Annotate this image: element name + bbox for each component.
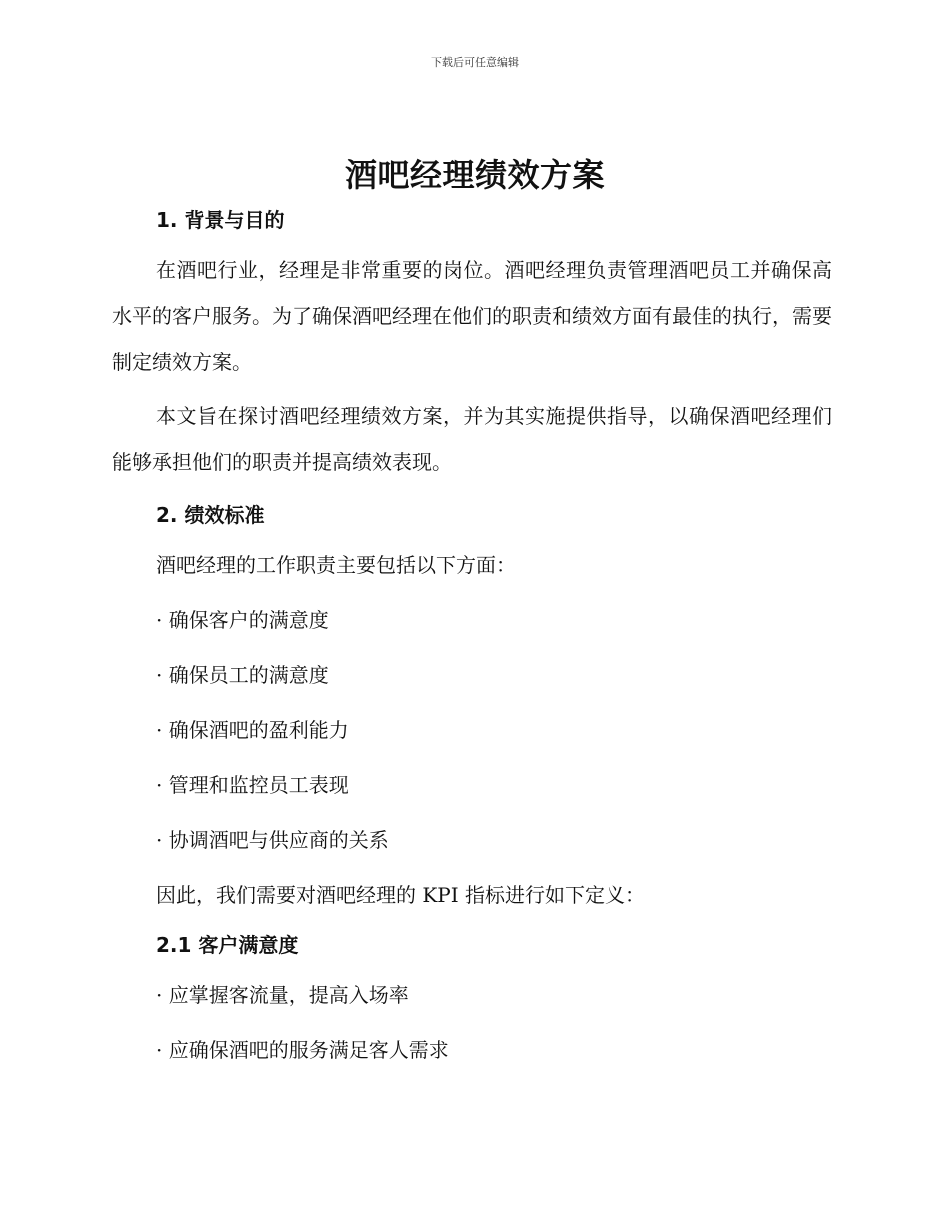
section-heading-customer-satisfaction: 2.1 客户满意度 [156,933,299,957]
page-header-note: 下载后可任意编辑 [431,56,519,69]
duty-item: · 确保酒吧的盈利能力 [156,718,349,742]
duty-item: · 确保客户的满意度 [156,608,329,632]
section-heading-background: 1. 背景与目的 [156,208,285,232]
paragraph-purpose: 本文旨在探讨酒吧经理绩效方案，并为其实施提供指导，以确保酒吧经理们能够承担他们的职责并提高绩效表现。 [112,404,832,474]
duties-intro: 酒吧经理的工作职责主要包括以下方面： [156,553,516,577]
duty-item: · 协调酒吧与供应商的关系 [156,828,389,852]
duty-item: · 确保员工的满意度 [156,663,329,687]
kpi-intro: 因此，我们需要对酒吧经理的 KPI 指标进行如下定义： [156,883,646,907]
section-heading-performance-standards: 2. 绩效标准 [156,503,265,527]
paragraph-background: 在酒吧行业，经理是非常重要的岗位。酒吧经理负责管理酒吧员工并确保高水平的客户服务。为了确保酒吧经理在他们的职责和绩效方面有最佳的执行，需要制定绩效方案。 [112,258,832,374]
document-body [112,202,832,1073]
kpi-item: · 应掌握客流量，提高入场率 [156,983,409,1007]
kpi-item: · 应确保酒吧的服务满足客人需求 [156,1038,449,1062]
duty-item: · 管理和监控员工表现 [156,773,349,797]
document-title: 酒吧经理绩效方案 [344,156,605,194]
